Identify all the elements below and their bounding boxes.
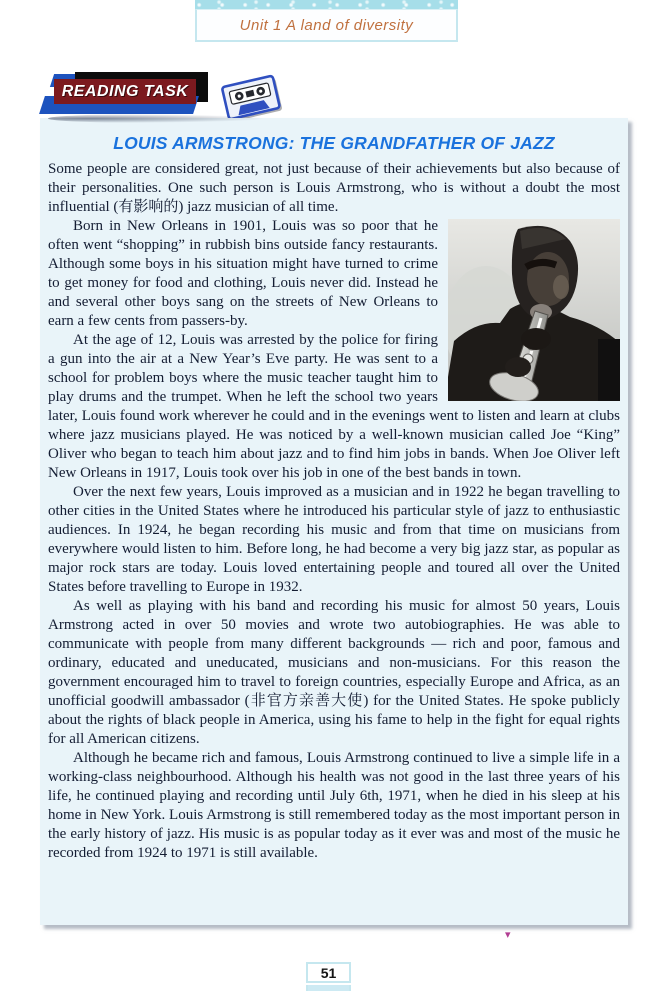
unit-header xyxy=(195,9,458,42)
unit-header-band xyxy=(195,0,458,9)
banner-maroon-layer xyxy=(54,79,196,104)
passage-title: LOUIS ARMSTRONG: THE GRANDFATHER OF JAZZ xyxy=(113,133,555,153)
reading-passage xyxy=(40,118,628,925)
unit-title: Unit 1 A land of diversity xyxy=(239,16,414,34)
paragraph: Over the next few years, Louis improved as a musician and in 1922 he began travelling to other cities in the United States where he introduced his particular style of jazz to enthusiastic audiences. In 1924, he began recording his music and from that time on musicians from everywhere would listen to him. Before long, he had become a very big jazz star, as popular as major rock stars are today. Louis loved entertaining people and toured all over the United States before travelling to Europe in 1932. xyxy=(48,484,620,595)
paragraph: Born in New Orleans in 1901, Louis was so poor that he often went “shopping” in rubbish bins outside fancy restaurants. Although some boys in his situation might have turned to crime to get money for food and clothing, Louis never did. Instead he and several other boys sang on the streets of New Orleans to earn a few cents from passers-by. xyxy=(48,218,438,329)
paragraph: Although he became rich and famous, Louis Armstrong continued to live a simple life in a working-class neighbourhood. Although his health was not good in the last three years of his life, he continued playing and recording until July 6th, 1971, when he died in his sleep at his home in New York. Louis Armstrong is still remembered today as the most important person in the early history of jazz. His music is as popular today as it ever was and most of the music he recorded from 1924 to 1971 is still available. xyxy=(48,750,620,861)
scan-shadow xyxy=(48,114,263,123)
page-number-label: 51 xyxy=(320,964,337,981)
banner-title: READING TASK xyxy=(61,82,189,100)
louis-armstrong-photo xyxy=(448,219,620,401)
pink-arrow-mark: ▾ xyxy=(505,928,511,941)
paragraph: As well as playing with his band and recording his music for almost 50 years, Louis Armstrong acted in over 50 movies and wrote two autobiographies. He was able to communicate with people from many different backgrounds — rich and poor, famous and ordinary, educated and uneducated, musicians and non-musicians. For this reason the government encouraged him to travel to foreign countries, especially Europe and Africa, as an unofficial goodwill ambassador (非官方亲善大使) for the United States. He spoke publicly about the rights of black people in America, using his fame to help in the fight for equal rights for all American citizens. xyxy=(48,598,620,747)
page-number xyxy=(306,962,351,983)
paragraph: At the age of 12, Louis was arrested by the police for firing a gun into the air at a New Year’s Eve party. He was sent to a school for problem boys where the music teacher taught him to play drums and the trumpet. When he left the school two years later, Louis found work wherever he could and in the evenings went to listen and learn at clubs where jazz musicians played. He was noticed by a well-known musician called Joe “King” Oliver who began to teach him about jazz and to find him jobs in bands. When Joe Oliver left New Orleans in 1917, Louis took over his job in one of the best bands in town. xyxy=(48,332,620,481)
paragraph: Some people are considered great, not just because of their achievements but also because of their personalities. One such person is Louis Armstrong, who is without a doubt the most influential (有影响的) jazz musician of all time. xyxy=(48,161,620,215)
page-number-strip xyxy=(306,985,351,991)
